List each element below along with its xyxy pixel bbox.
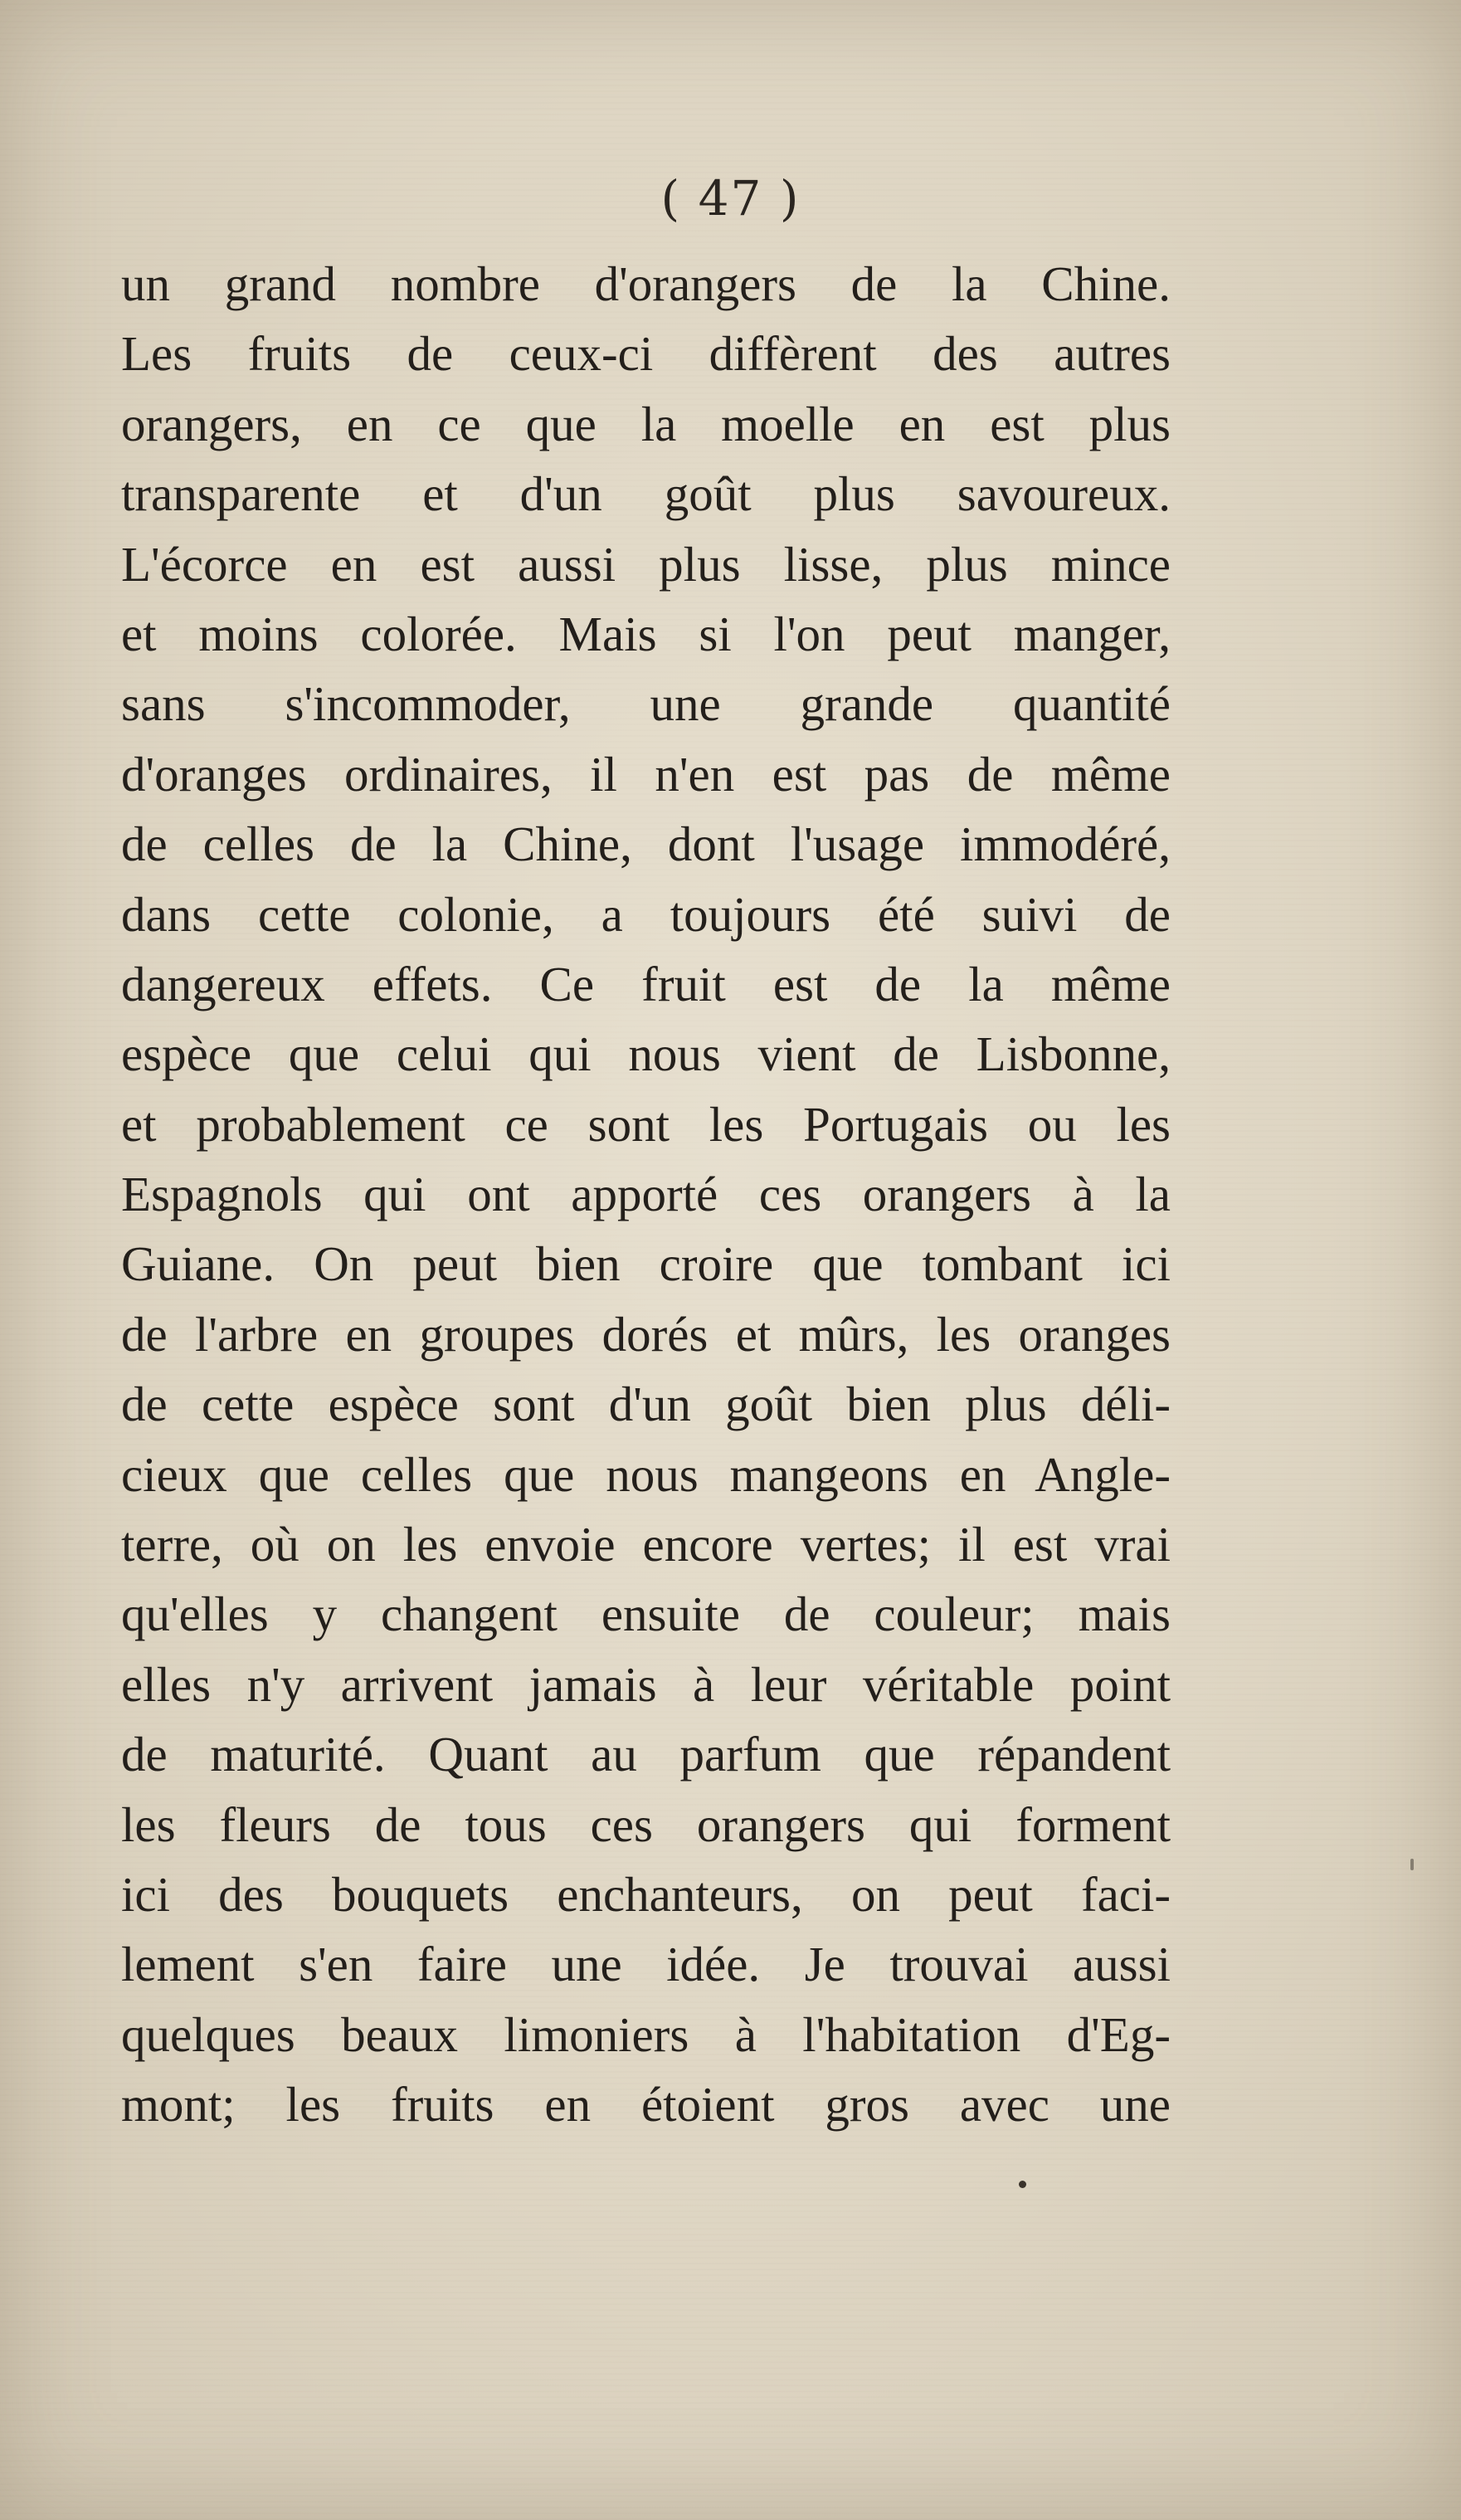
ink-speck (1019, 2181, 1026, 2188)
text-line: de cette espèce sont d'un goût bien plus déli- (121, 1377, 1171, 1432)
page-number: ( 47 ) (660, 170, 801, 227)
text-line: dans cette colonie, a toujours été suivi de (121, 886, 1171, 942)
text-line: quelques beaux limoniers à l'habitation d'Eg- (121, 2006, 1171, 2062)
text-line: lement s'en faire une idée. Je trouvai aussi (121, 1937, 1171, 1992)
text-line: cieux que celles que nous mangeons en Angle- (121, 1446, 1171, 1502)
text-line: espèce que celui qui nous vient de Lisbonne, (121, 1026, 1171, 1082)
text-line: et moins colorée. Mais si l'on peut manger, (121, 606, 1171, 661)
text-line: qu'elles y changent ensuite de couleur; mais (121, 1587, 1171, 1642)
text-line: d'oranges ordinaires, il n'en est pas de même (121, 746, 1171, 802)
text-line: mont; les fruits en étoient gros avec une (121, 2077, 1171, 2132)
text-line: dangereux effets. Ce fruit est de la même (121, 956, 1171, 1011)
text-line: transparente et d'un goût plus savoureux. (121, 466, 1171, 522)
text-line: L'écorce en est aussi plus lisse, plus mince (121, 536, 1171, 592)
text-line: ici des bouquets enchanteurs, on peut faci- (121, 1866, 1171, 1922)
text-line: Guiane. On peut bien croire que tombant ici (121, 1236, 1171, 1292)
text-line: de l'arbre en groupes dorés et mûrs, les oranges (121, 1306, 1171, 1362)
text-line: orangers, en ce que la moelle en est plus (121, 396, 1171, 451)
text-line: sans s'incommoder, une grande quantité (121, 676, 1171, 732)
text-line: elles n'y arrivent jamais à leur véritable point (121, 1656, 1171, 1712)
body-text (121, 249, 1171, 2140)
text-line: et probablement ce sont les Portugais ou les (121, 1096, 1171, 1152)
text-line: de maturité. Quant au parfum que répandent (121, 1727, 1171, 1782)
text-line: Espagnols qui ont apporté ces orangers à la (121, 1167, 1171, 1222)
text-line: un grand nombre d'orangers de la Chine. (121, 256, 1171, 311)
text-line: terre, où on les envoie encore vertes; il est vrai (121, 1517, 1171, 1572)
text-line: les fleurs de tous ces orangers qui forment (121, 1796, 1171, 1852)
text-line: de celles de la Chine, dont l'usage immodéré, (121, 816, 1171, 872)
text-line: Les fruits de ceux-ci diffèrent des autres (121, 326, 1171, 382)
ink-speck (1410, 1859, 1414, 1870)
